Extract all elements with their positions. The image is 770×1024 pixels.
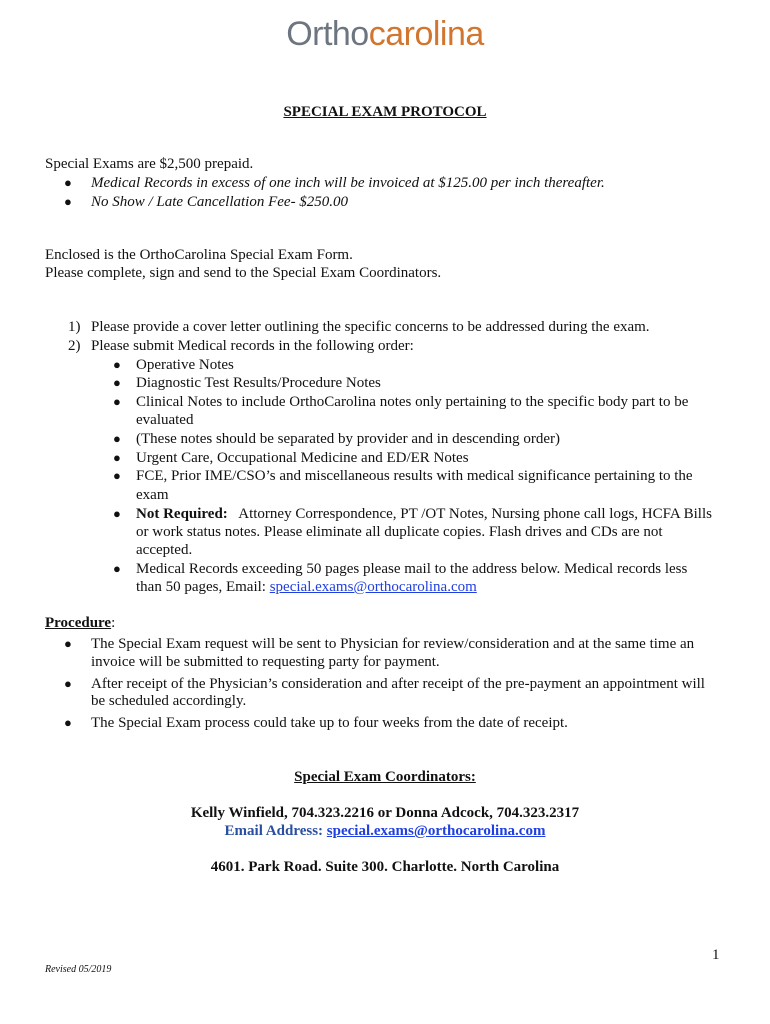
page-title: SPECIAL EXAM PROTOCOL [283,104,487,120]
email-prefix: than 50 pages, Email: [136,579,270,595]
record-item: or work status notes. Please eliminate all duplicate copies. Flash drives and CDs are not [136,524,663,540]
enclosed-text: Enclosed is the OrthoCarolina Special Exam Form. [45,247,353,263]
bullet-icon: ● [113,357,121,372]
record-item: Clinical Notes to include OrthoCarolina notes only pertaining to the specific body part to be [136,394,689,410]
record-item: Operative Notes [136,357,234,373]
fee-noshow-text: No Show / Late Cancellation Fee- $250.00 [91,194,349,210]
bullet-icon: ● [64,715,72,730]
revised-date: Revised 05/2019 [45,964,112,975]
procedure-item: invoice will be submitted to requesting party for payment. [91,654,440,670]
record-item: (These notes should be separated by provider and in descending order) [136,431,561,447]
email-link[interactable]: special.exams@orthocarolina.com [269,579,477,595]
procedure-heading-line [45,614,115,633]
procedure-item: The Special Exam request will be sent to Physician for review/consideration and at the same time an [91,636,695,652]
procedure-heading: Procedure [45,615,112,631]
record-item: Urgent Care, Occupational Medicine and ED/ER Notes [136,450,469,466]
not-required-label: Not Required: [136,506,228,522]
bullet-icon: ● [113,450,121,465]
bullet-icon: ● [113,394,121,409]
record-item: Diagnostic Test Results/Procedure Notes [136,375,381,391]
bullet-icon: ● [64,676,72,691]
not-required-line [136,505,712,524]
bullet-icon: ● [113,375,121,390]
coordinators-heading: Special Exam Coordinators: [294,769,476,785]
record-item: accepted. [136,542,193,558]
page-number: 1 [712,947,720,963]
step-number: 1) [68,319,81,335]
coordinators-names: Kelly Winfield, 704.323.2216 or Donna Adcock, 704.323.2317 [190,805,580,821]
bullet-icon: ● [113,431,121,446]
step-text: Please provide a cover letter outlining the specific concerns to be addressed during the exam. [91,319,650,335]
coordinators-email-link[interactable]: special.exams@orthocarolina.com [326,823,546,839]
bullet-icon: ● [64,175,72,190]
logo-ortho-text: Ortho [286,15,369,53]
record-item: exam [136,487,169,503]
bullet-icon: ● [113,506,121,521]
procedure-item: The Special Exam process could take up to four weeks from the date of receipt. [91,715,568,731]
record-item: Medical Records exceeding 50 pages please mail to the address below. Medical records less [136,561,688,577]
instructions-text: Please complete, sign and send to the Special Exam Coordinators. [45,265,442,281]
record-item: FCE, Prior IME/CSO’s and miscellaneous results with medical significance pertaining to the [136,468,693,484]
bullet-icon: ● [113,468,121,483]
email-line [136,578,477,597]
procedure-item: be scheduled accordingly. [91,693,247,709]
record-item: evaluated [136,412,194,428]
bullet-icon: ● [64,636,72,651]
step-text: Please submit Medical records in the following order: [91,338,414,354]
procedure-colon: : [111,615,116,631]
logo-carolina-text: carolina [368,15,484,53]
coordinators-email-line [0,822,770,841]
coordinators-address: 4601. Park Road. Suite 300. Charlotte. North Carolina [210,859,560,875]
orthocarolina-logo [0,12,770,56]
prepaid-text: Special Exams are $2,500 prepaid. [45,156,254,172]
bullet-icon: ● [113,561,121,576]
bullet-icon: ● [64,194,72,209]
procedure-item: After receipt of the Physician’s consideration and after receipt of the pre-payment an appointment will [91,676,705,692]
fee-records-text: Medical Records in excess of one inch will be invoiced at $125.00 per inch thereafter. [91,175,605,191]
email-address-label: Email Address: [224,823,327,839]
step-number: 2) [68,338,81,354]
not-required-text: Attorney Correspondence, PT /OT Notes, Nursing phone call logs, HCFA Bills [238,506,712,522]
